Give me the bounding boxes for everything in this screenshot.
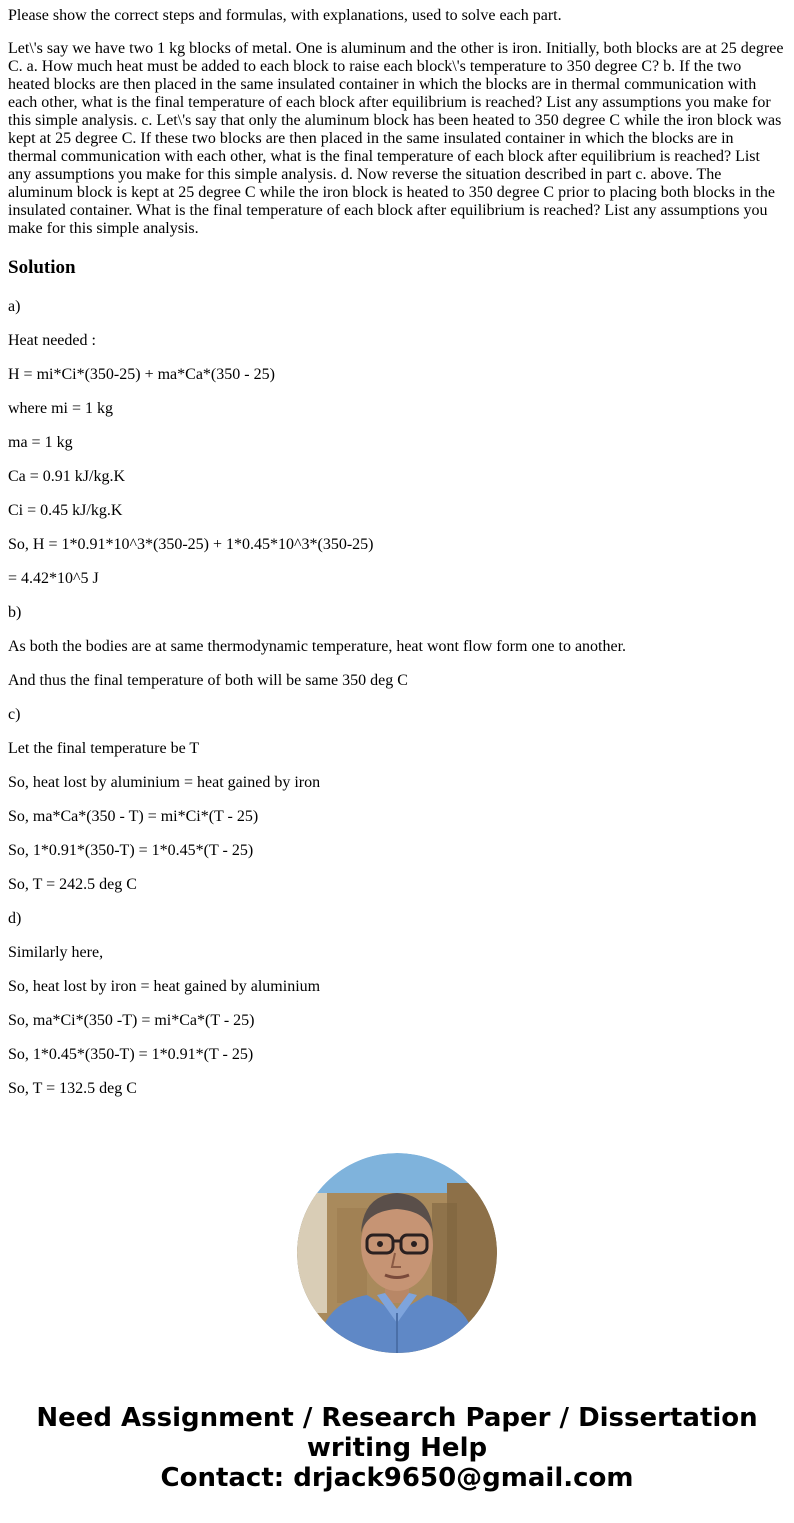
banner-line-1: Need Assignment / Research Paper / Dissertation — [36, 1403, 758, 1433]
step-line: So, T = 132.5 deg C — [8, 1080, 137, 1097]
step-line: Similarly here, — [8, 944, 104, 961]
step-line: So, T = 242.5 deg C — [8, 876, 137, 893]
step-line: c) — [8, 706, 21, 723]
solution-heading: Solution — [8, 257, 76, 278]
step-line: = 4.42*10^5 J — [8, 570, 99, 587]
person-portrait-icon — [297, 1153, 497, 1353]
banner-line-2: writing Help — [306, 1433, 488, 1463]
step-line: So, H = 1*0.91*10^3*(350-25) + 1*0.45*10^3*(350-25) — [8, 536, 374, 553]
step-line: a) — [8, 298, 21, 315]
step-line: b) — [8, 604, 22, 621]
step-line: So, heat lost by aluminium = heat gained by iron — [8, 774, 321, 791]
step-line: Heat needed : — [8, 332, 96, 349]
step-line: ma = 1 kg — [8, 434, 73, 451]
solution-steps — [8, 298, 786, 1114]
step-line: So, ma*Ca*(350 - T) = mi*Ci*(T - 25) — [8, 808, 259, 825]
step-line: Ca = 0.91 kJ/kg.K — [8, 468, 126, 485]
question-text: Let\'s say we have two 1 kg blocks of metal. One is aluminum and the other is iron. Initially, both blocks are at 25 degree C. a. How much heat must be added to each block to raise each block\'s temperature to 350 degree C? b. If the two heated blocks are then placed in the same insulated container in which the blocks are in thermal communication with each other, what is the final temperature of each block after equilibrium is reached? List any assumptions you make for this simple analysis. c. Let\'s say that only the aluminum block has been heated to 350 degree C while the iron block was kept at 25 degree C. If these two blocks are then placed in the same insulated container in which the blocks are in thermal communication with each other, what is the final temperature of each block after equilibrium is reached? List any assumptions you make for this simple analysis. d. Now reverse the situation described in part c. above. The aluminum block is kept at 25 degree C while the iron block is heated to 350 degree C prior to placing both blocks in the insulated container. What is the final temperature of each block after equilibrium is reached? List any assumptions you make for this simple analysis. — [8, 40, 784, 237]
step-line: Let the final temperature be T — [8, 740, 200, 757]
step-line: And thus the final temperature of both will be same 350 deg C — [8, 672, 408, 689]
step-line: So, 1*0.45*(350-T) = 1*0.91*(T - 25) — [8, 1046, 254, 1063]
step-line: So, ma*Ci*(350 -T) = mi*Ca*(T - 25) — [8, 1012, 255, 1029]
step-line: So, 1*0.91*(350-T) = 1*0.45*(T - 25) — [8, 842, 254, 859]
step-line: d) — [8, 910, 22, 927]
document-body — [8, 0, 786, 279]
instruction-text: Please show the correct steps and formulas, with explanations, used to solve each part. — [8, 7, 562, 24]
promo-banner — [0, 1403, 794, 1493]
step-line: So, heat lost by iron = heat gained by aluminium — [8, 978, 321, 995]
step-line: where mi = 1 kg — [8, 400, 113, 417]
author-avatar — [297, 1153, 497, 1353]
step-line: As both the bodies are at same thermodynamic temperature, heat wont flow form one to another. — [8, 638, 627, 655]
step-line: H = mi*Ci*(350-25) + ma*Ca*(350 - 25) — [8, 366, 275, 383]
step-line: Ci = 0.45 kJ/kg.K — [8, 502, 123, 519]
banner-contact: Contact: drjack9650@gmail.com — [160, 1463, 634, 1493]
